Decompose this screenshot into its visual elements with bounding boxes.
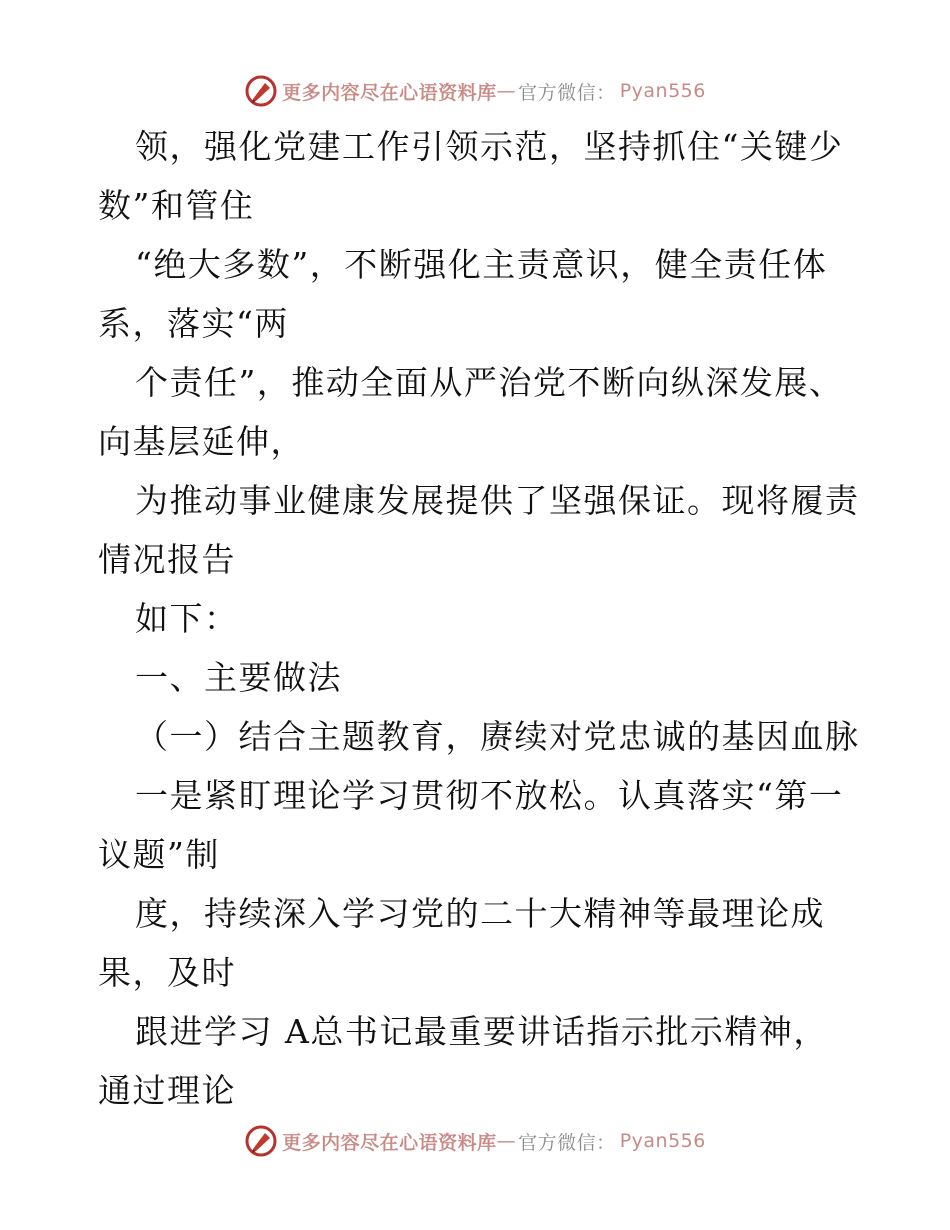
text-line: 如下： xyxy=(135,599,239,638)
text-line: 度，持续深入学习党的二十大精神等最理论成 xyxy=(135,894,825,933)
text-line: “绝大多数”，不断强化主责意识，健全责任体 xyxy=(135,245,828,284)
watermark-dash: — xyxy=(496,1130,517,1152)
watermark-header xyxy=(0,71,950,111)
pen-nib-icon xyxy=(244,74,278,108)
text-line: 通过理论 xyxy=(98,1071,236,1110)
watermark-wechat-id: Pyan556 xyxy=(619,1130,706,1152)
watermark-wechat-label: 官方微信： xyxy=(518,81,616,104)
watermark-site-text: 更多内容尽在心语资料库 xyxy=(282,81,497,104)
text-line: 一是紧盯理论学习贯彻不放松。认真落实“第一 xyxy=(135,776,844,815)
watermark-dash: — xyxy=(496,80,517,102)
watermark-wechat-id: Pyan556 xyxy=(619,80,706,102)
text-line: 果，及时 xyxy=(98,953,236,992)
watermark-wechat-label: 官方微信： xyxy=(518,1131,616,1154)
text-line: 议题”制 xyxy=(98,835,220,874)
text-line: 领，强化党建工作引领示范，坚持抓住“关键少 xyxy=(135,127,844,166)
text-line: 跟进学习 A总书记最重要讲话指示批示精神， xyxy=(135,1012,828,1051)
watermark-site-text: 更多内容尽在心语资料库 xyxy=(282,1131,497,1154)
document-body xyxy=(98,117,858,1120)
text-line: 为推动事业健康发展提供了坚强保证。现将履责 xyxy=(135,481,860,520)
text-line: 个责任”，推动全面从严治党不断向纵深发展、 xyxy=(135,363,844,402)
text-line: 情况报告 xyxy=(98,540,236,579)
watermark-footer xyxy=(0,1121,950,1161)
section-heading: 一、主要做法 xyxy=(135,658,342,697)
pen-nib-icon xyxy=(244,1124,278,1158)
text-line: 数”和管住 xyxy=(98,186,255,225)
text-line: 向基层延伸， xyxy=(98,422,305,461)
subsection-heading: （一）结合主题教育，赓续对党忠诚的基因血脉 xyxy=(135,717,860,756)
text-line: 系，落实“两 xyxy=(98,304,289,343)
